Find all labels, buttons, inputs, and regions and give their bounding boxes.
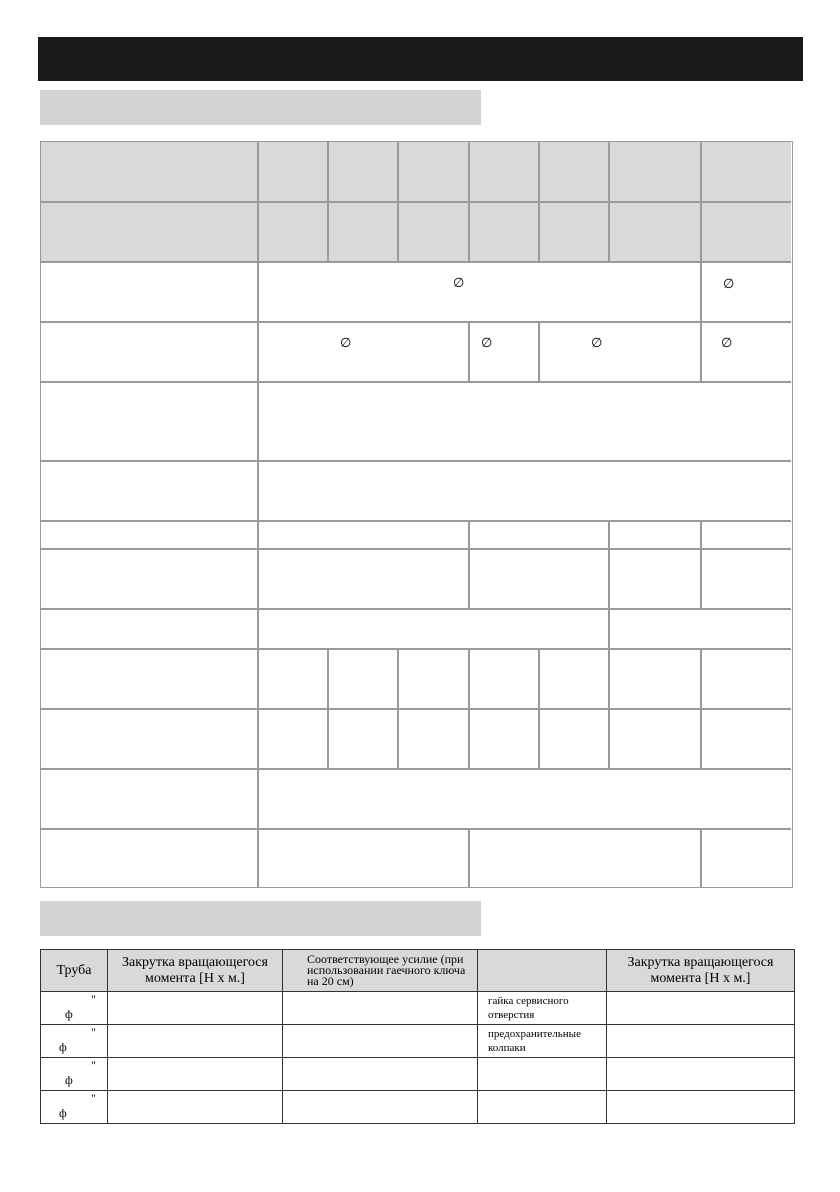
table-row — [41, 992, 795, 1025]
torque-value — [108, 1025, 283, 1058]
col-line — [257, 142, 259, 887]
diameter-symbol: ∅ — [591, 336, 603, 351]
row-line — [41, 321, 791, 323]
col-line — [538, 649, 540, 769]
col-line — [700, 521, 702, 609]
row-line — [41, 261, 791, 263]
pipe-cell — [41, 1091, 108, 1124]
row-line — [41, 548, 791, 550]
pipe-diameter-symbol: ф — [65, 1007, 73, 1021]
table-row — [41, 1091, 795, 1124]
row-line — [41, 648, 791, 650]
part-name: гайка сервисного отверстия — [478, 992, 607, 1025]
col-line — [468, 829, 470, 887]
diameter-symbol: ∅ — [721, 336, 733, 351]
diameter-symbol: ∅ — [481, 336, 493, 351]
force-value — [283, 1091, 478, 1124]
pipe-cell — [41, 1025, 108, 1058]
pipe-diameter-symbol: ф — [59, 1040, 67, 1054]
col-line — [608, 649, 610, 769]
row-line — [41, 708, 791, 710]
diameter-symbol: ∅ — [723, 277, 735, 292]
row-line — [41, 608, 791, 610]
header-pipe: Труба — [41, 950, 108, 992]
torque-value — [108, 992, 283, 1025]
force-value — [283, 1058, 478, 1091]
row-line — [41, 520, 791, 522]
row-line — [41, 768, 791, 770]
col-line — [700, 829, 702, 887]
inch-mark: " — [91, 1091, 96, 1105]
header-part — [478, 950, 607, 992]
pipe-cell — [41, 992, 108, 1025]
col-line — [468, 521, 470, 609]
col-line — [700, 649, 702, 769]
col-line — [538, 142, 540, 262]
diameter-symbol: ∅ — [453, 276, 465, 291]
inch-mark: " — [91, 1058, 96, 1072]
torque-value-2 — [607, 1091, 795, 1124]
table-row — [41, 1058, 795, 1091]
row-line — [41, 381, 791, 383]
col-line — [327, 649, 329, 769]
part-name — [478, 1091, 607, 1124]
torque-table — [40, 949, 795, 1124]
pipe-diameter-symbol: ф — [65, 1073, 73, 1087]
col-line — [608, 521, 610, 609]
col-line — [468, 649, 470, 769]
row-line — [41, 828, 791, 830]
header-force: Соответствующее усилие (при использовании гаечного ключа на 20 см) — [283, 950, 478, 992]
section-header-torque — [40, 901, 481, 936]
section-header-specifications — [40, 90, 481, 125]
inch-mark: " — [91, 1025, 96, 1039]
row-line — [41, 201, 791, 203]
header-torque-2: Закрутка вращающегося момента [Н х м.] — [607, 950, 795, 992]
col-line — [608, 609, 610, 649]
row-line — [41, 460, 791, 462]
page-header-bar — [38, 37, 803, 81]
header-torque: Закрутка вращающегося момента [Н х м.] — [108, 950, 283, 992]
torque-value-2 — [607, 1058, 795, 1091]
inch-mark: " — [91, 992, 96, 1006]
part-name — [478, 1058, 607, 1091]
pipe-cell — [41, 1058, 108, 1091]
col-line — [700, 142, 702, 262]
diameter-symbol: ∅ — [340, 336, 352, 351]
col-line — [327, 142, 329, 262]
torque-value-2 — [607, 1025, 795, 1058]
force-value — [283, 992, 478, 1025]
col-line — [700, 322, 702, 382]
col-line — [608, 142, 610, 262]
pipe-diameter-symbol: ф — [59, 1106, 67, 1120]
torque-value — [108, 1058, 283, 1091]
force-value — [283, 1025, 478, 1058]
col-line — [397, 142, 399, 262]
col-line — [468, 322, 470, 382]
part-name: предохранительные колпаки — [478, 1025, 607, 1058]
col-line — [700, 262, 702, 322]
col-line — [397, 649, 399, 769]
table-row — [41, 1025, 795, 1058]
torque-value — [108, 1091, 283, 1124]
col-line — [468, 142, 470, 262]
col-line — [538, 322, 540, 382]
specification-table — [40, 141, 793, 888]
torque-value-2 — [607, 992, 795, 1025]
